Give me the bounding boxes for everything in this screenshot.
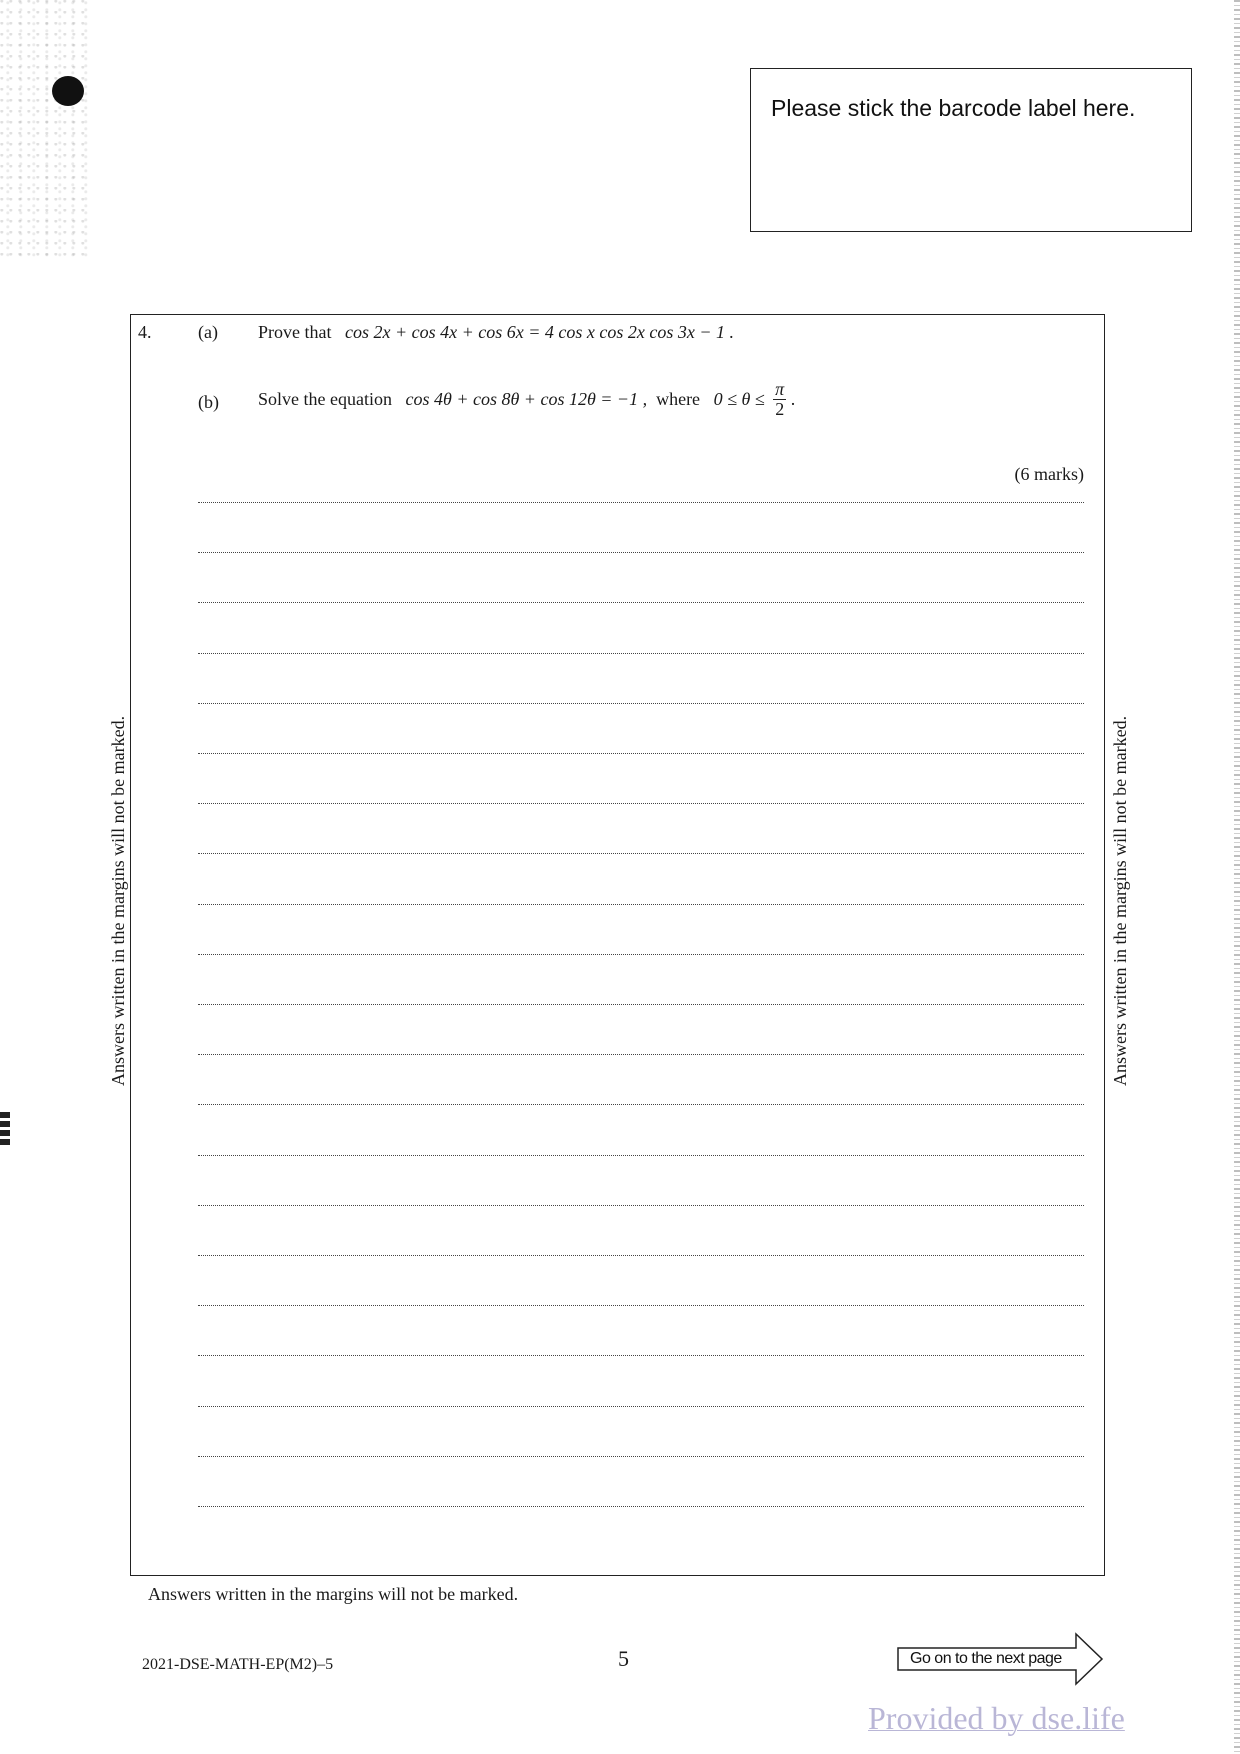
answer-line [198,552,1084,553]
part-b-tail: . [790,388,796,409]
punch-hole [52,76,84,106]
answer-line [198,1456,1084,1457]
answer-frame [130,314,1105,1576]
answer-line [198,602,1084,603]
answer-line [198,1054,1084,1055]
part-a-label: (a) [198,322,218,342]
answer-line [198,1506,1084,1507]
answer-line [198,1355,1084,1356]
fraction-denominator: 2 [775,398,785,419]
watermark: Provided by dse.life [868,1700,1125,1736]
fraction-numerator: π [775,379,785,399]
pi-over-two-fraction [773,380,786,419]
next-page-label: Go on to the next page [910,1650,1062,1667]
edge-mark [0,1112,10,1146]
bottom-margin-note: Answers written in the margins will not be marked. [148,1584,519,1604]
part-b-lead: Solve the equation [258,388,392,409]
answer-line [198,1155,1084,1156]
answer-line [198,1406,1084,1407]
answer-line [198,803,1084,804]
paper-code: 2021-DSE-MATH-EP(M2)–5 [142,1656,334,1673]
part-a-expression: cos 2x + cos 4x + cos 6x = 4 cos x cos 2x cos 3x − 1 . [345,322,734,342]
answer-line [198,1255,1084,1256]
answer-line [198,1104,1084,1105]
answer-line [198,954,1084,955]
part-b-expression: cos 4θ + cos 8θ + cos 12θ = −1 , [405,388,648,409]
barcode-instruction: Please stick the barcode label here. [771,95,1136,121]
question-number: 4. [138,322,152,342]
part-b-label: (b) [198,392,219,412]
barcode-label-box [750,68,1192,232]
left-margin-note: Answers written in the margins will not be marked. [108,715,128,1086]
scan-speckle [0,0,90,260]
right-margin-note: Answers written in the margins will not be marked. [1110,715,1130,1086]
answer-line [198,904,1084,905]
marks-allocation: (6 marks) [1014,464,1084,484]
part-b-condition: 0 ≤ θ ≤ [713,388,765,409]
part-a-lead: Prove that [258,322,332,342]
answer-line [198,853,1084,854]
part-b-where: where [656,388,701,409]
answer-line [198,1205,1084,1206]
page-number: 5 [618,1646,629,1671]
answer-line [198,703,1084,704]
next-page-arrow [896,1630,1106,1688]
answer-line [198,753,1084,754]
answer-line [198,502,1084,503]
scan-edge [1234,0,1240,1754]
part-a-text [258,322,734,343]
answer-line [198,1004,1084,1005]
part-b-text [258,380,795,419]
answer-line [198,1305,1084,1306]
answer-line [198,653,1084,654]
